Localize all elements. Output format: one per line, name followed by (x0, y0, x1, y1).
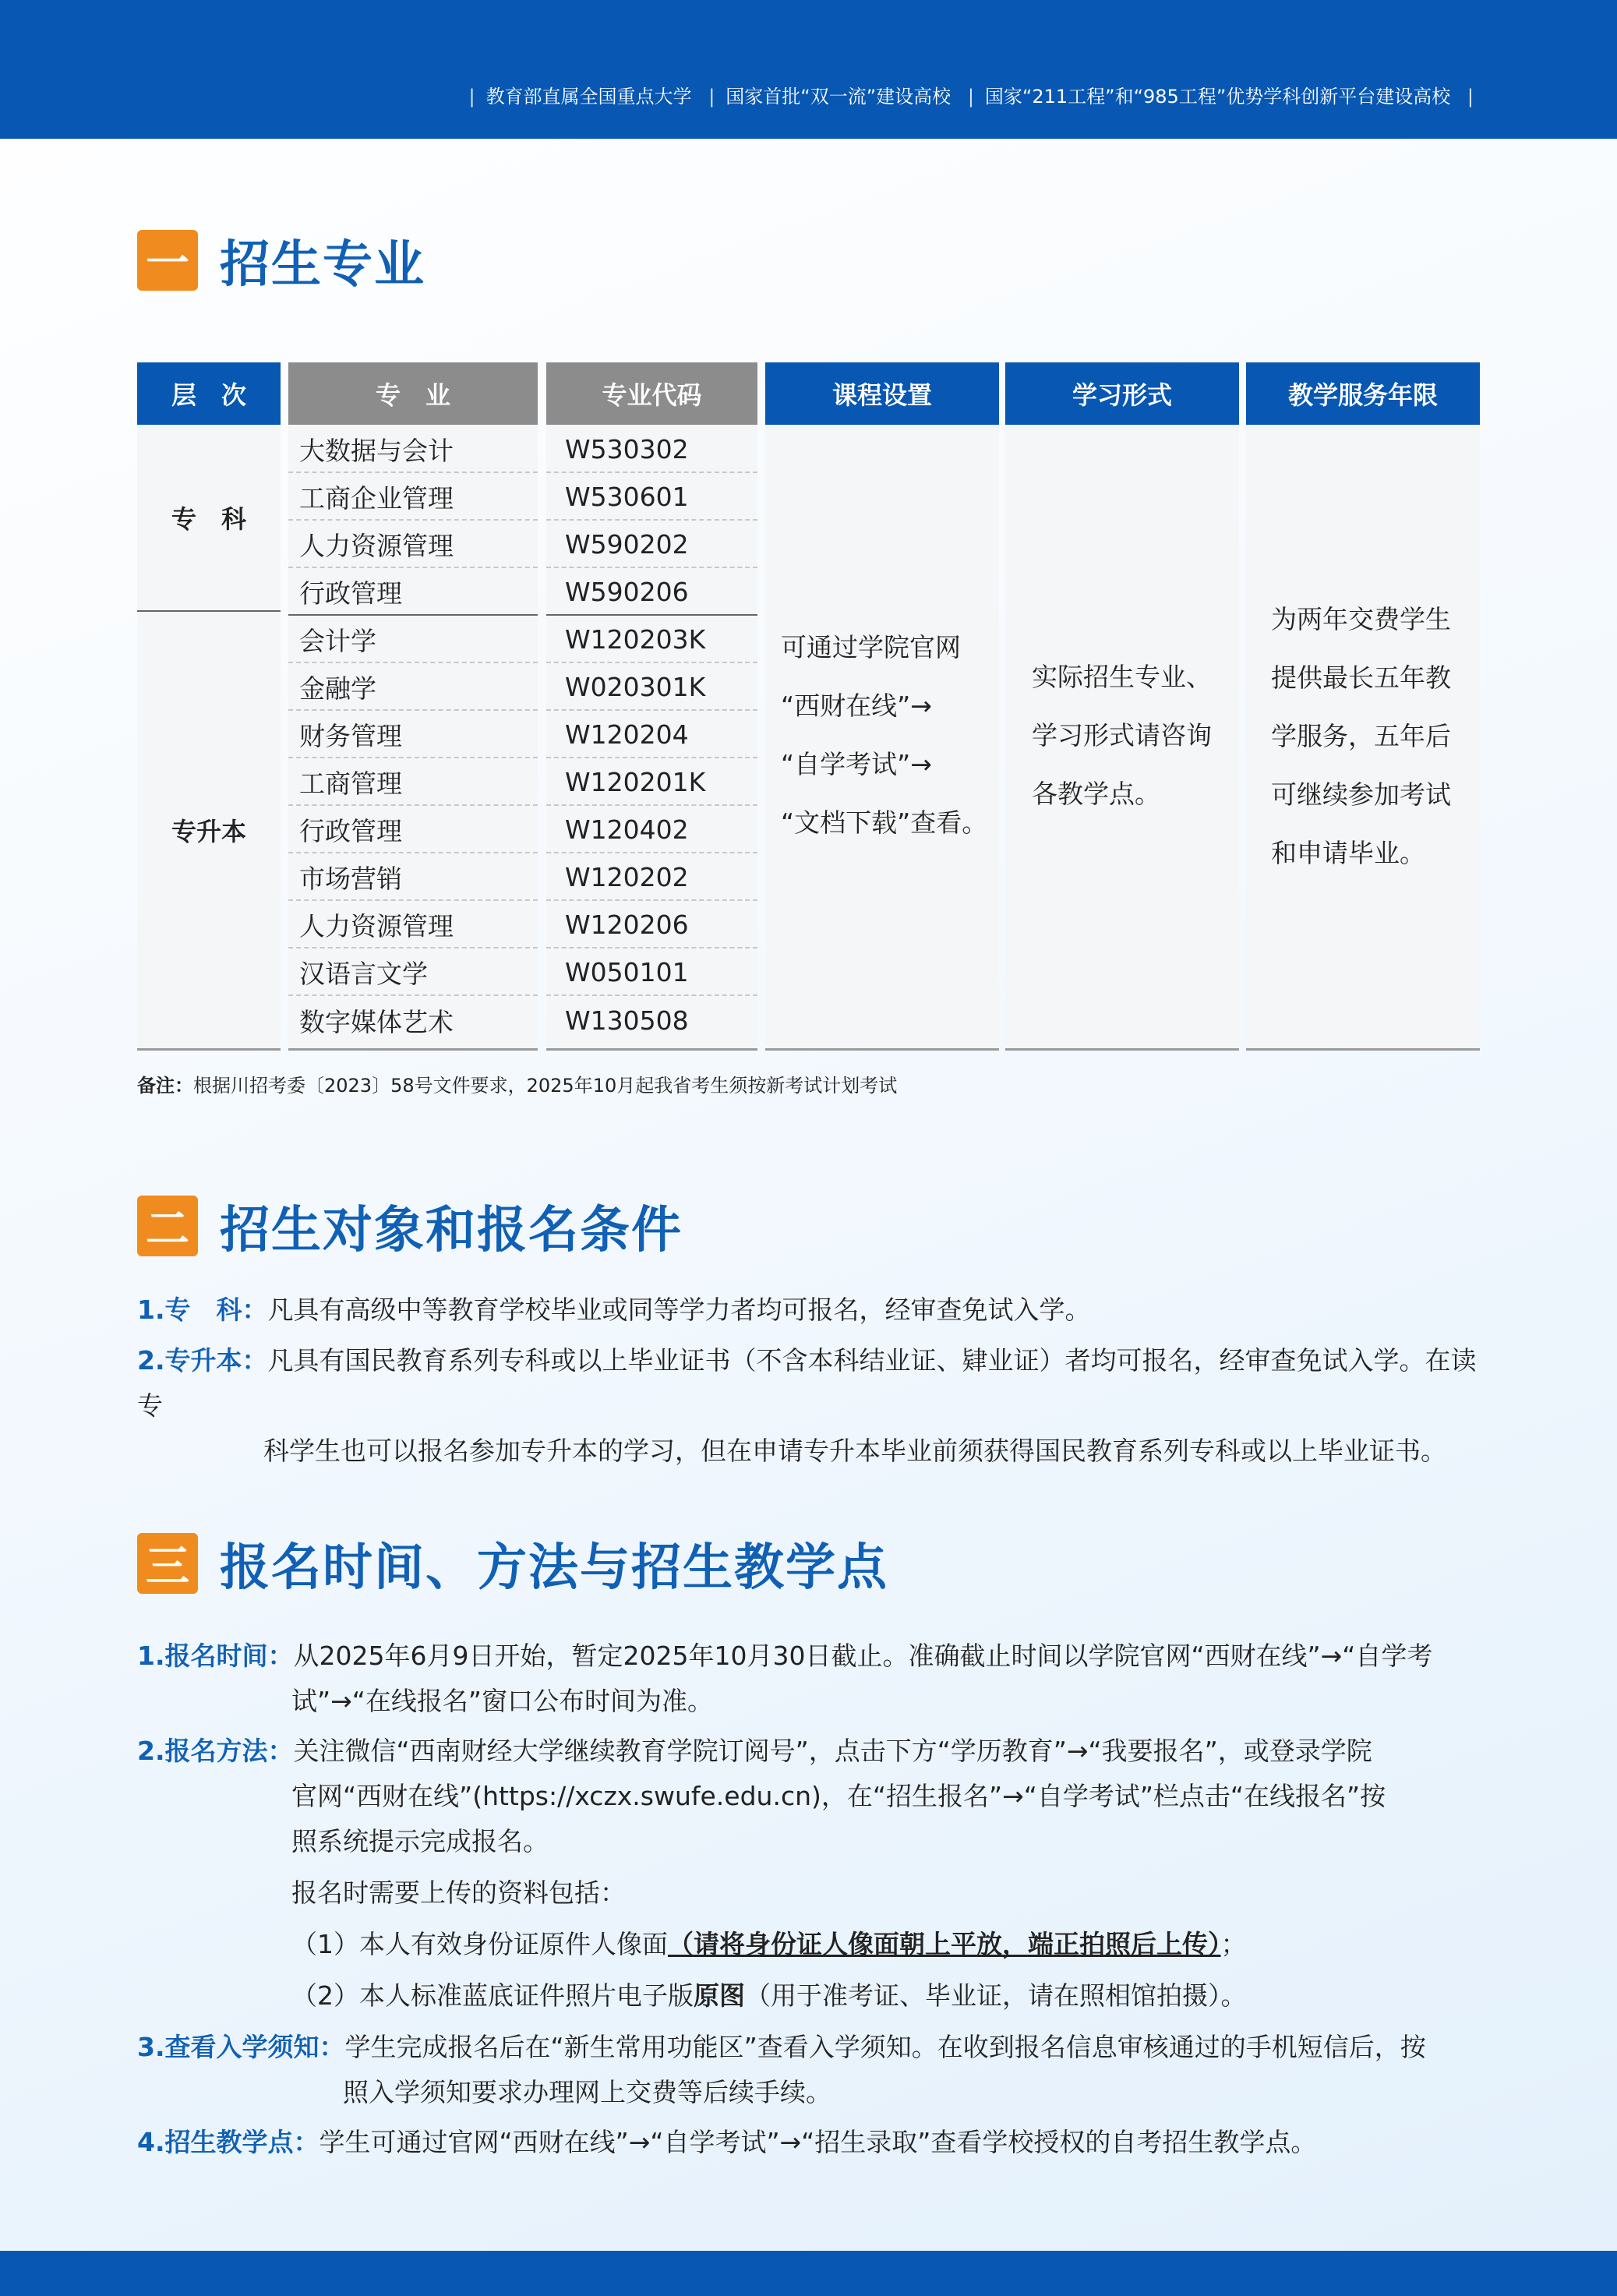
table-row-major: 汉语言文学 (288, 949, 538, 996)
upload-item-emphasis: （请将身份证人像面朝上平放，端正拍照后上传） (668, 1929, 1221, 1959)
upload-item-emphasis: 原图 (694, 1980, 745, 2011)
course-note-line: “文档下载”查看。 (781, 807, 988, 838)
item-text: 从2025年6月9日开始，暂定2025年10月30日截止。准确截止时间以学院官网“西财在线”→“自学考 (293, 1641, 1433, 1671)
condition-text: 凡具有高级中等教育学校毕业或同等学力者均可报名，经审查免试入学。 (267, 1295, 1091, 1325)
course-note (781, 618, 1007, 852)
tagline-item: 国家“211工程”和“985工程”优势学科创新平台建设高校 (984, 86, 1451, 108)
table-row-code: W530302 (546, 426, 757, 473)
upload-item-text: ； (1220, 1929, 1247, 1959)
table-row-major: 大数据与会计 (288, 426, 538, 473)
table-row-code: W120402 (546, 807, 757, 853)
item-text: 关注微信“西南财经大学继续教育学院订阅号”，点击下方“学历教育”→“我要报名”，或登录学院 (293, 1736, 1372, 1766)
item-label: 3.查看入学须知： (137, 2032, 345, 2062)
tagline-item: 教育部直属全国重点大学 (485, 86, 692, 108)
condition-label: 2.专升本： (137, 1345, 268, 1376)
table-row-code: W590206 (546, 569, 757, 616)
condition-text: 凡具有国民教育系列专科或以上毕业证书（不含本科结业证、肄业证）者均可报名，经审查免试入学。在读专 (137, 1345, 1477, 1421)
header-tagline: | 教育部直属全国重点大学 | 国家首批“双一流”建设高校 | 国家“211工程”和“985工程”优势学科创新平台建设高校 | (468, 86, 1474, 108)
condition-label: 1.专 科： (137, 1295, 268, 1325)
study-note-line: 各教学点。 (1032, 779, 1160, 809)
service-note-line: 学服务，五年后 (1271, 721, 1451, 751)
table-row-major: 行政管理 (288, 569, 538, 616)
table-row-code: W120202 (546, 854, 757, 901)
upload-item-2 (137, 1973, 1481, 2019)
section-1-heading (137, 229, 425, 294)
service-note-line: 为两年交费学生 (1271, 604, 1451, 634)
table-row-major: 工商企业管理 (288, 474, 538, 521)
service-note (1271, 590, 1474, 882)
enroll-points (137, 2120, 1481, 2165)
table-row-code: W120203K (546, 616, 757, 663)
section-number: 一 (137, 230, 198, 291)
condition-zhuanke (137, 1288, 1481, 1333)
top-banner (0, 0, 1617, 139)
table-row-code: W590202 (546, 521, 757, 568)
section-2-heading (137, 1195, 683, 1257)
section-title: 招生对象和报名条件 (220, 1201, 683, 1259)
remark-text: 根据川招考委〔2023〕58号文件要求，2025年10月起我省考生须按新考试计划考试 (193, 1075, 898, 1097)
table-row-major: 人力资源管理 (288, 902, 538, 948)
section-number: 二 (137, 1196, 198, 1256)
table-row-code: W120204 (546, 712, 757, 758)
tagline-item: 国家首批“双一流”建设高校 (726, 86, 951, 108)
header-course: 课程设置 (765, 362, 999, 425)
service-note-line: 和申请毕业。 (1271, 838, 1425, 868)
table-row-major: 市场营销 (288, 854, 538, 901)
header-service-years: 教学服务年限 (1246, 362, 1480, 425)
remark-label: 备注： (137, 1075, 193, 1097)
level-zhuanshengben: 专升本 (137, 613, 281, 1047)
table-row-major: 工商管理 (288, 759, 538, 806)
section-title: 招生专业 (220, 235, 425, 294)
table-row-code: W050101 (546, 949, 757, 996)
header-level: 层 次 (137, 362, 281, 425)
enroll-notice (137, 2025, 1481, 2115)
condition-text: 科学生也可以报名参加专升本的学习，但在申请专升本毕业前须获得国民教育系列专科或以上毕业证书。 (263, 1436, 1446, 1466)
item-label: 4.招生教学点： (137, 2127, 320, 2157)
header-major: 专 业 (288, 362, 538, 425)
upload-item-1 (137, 1922, 1481, 1967)
item-text: 学生可通过官网“西财在线”→“自学考试”→“招生录取”查看学校授权的自考招生教学点。 (319, 2127, 1317, 2157)
service-note-line: 可继续参加考试 (1271, 779, 1451, 810)
table-row-major: 会计学 (288, 616, 538, 663)
bottom-banner (0, 2251, 1617, 2296)
item-label: 1.报名时间： (137, 1641, 294, 1671)
header-code: 专业代码 (546, 362, 757, 425)
table-row-code: W530601 (546, 474, 757, 521)
item-text: 照系统提示完成报名。 (291, 1826, 549, 1856)
header-study-form: 学习形式 (1005, 362, 1239, 425)
study-note-line: 实际招生专业、 (1032, 662, 1212, 692)
course-note-line: “自学考试”→ (781, 749, 932, 779)
upload-item-text: （1）本人有效身份证原件人像面 (291, 1929, 668, 1959)
table-remark (137, 1070, 897, 1097)
table-row-code: W020301K (546, 664, 757, 711)
table-row-major: 财务管理 (288, 712, 538, 758)
section-title: 报名时间、方法与招生教学点 (220, 1538, 888, 1597)
item-text: 照入学须知要求办理网上交费等后续手续。 (343, 2077, 831, 2107)
table-row-major: 金融学 (288, 664, 538, 711)
service-note-line: 提供最长五年教 (1271, 662, 1451, 693)
item-text: 学生完成报名后在“新生常用功能区”查看入学须知。在收到报名信息审核通过的手机短信后，按 (344, 2032, 1426, 2062)
table-row-code: W120206 (546, 902, 757, 948)
condition-zhuanshengben (137, 1338, 1481, 1474)
table-row-major: 人力资源管理 (288, 521, 538, 568)
upload-intro: 报名时需要上传的资料包括： (291, 1877, 626, 1908)
majors-table (137, 362, 1481, 1050)
study-note (1032, 648, 1234, 823)
upload-item-text: （用于准考证、毕业证，请在照相馆拍摄）。 (745, 1980, 1247, 2011)
level-zhuanke: 专 科 (137, 425, 281, 612)
table-row-major: 数字媒体艺术 (299, 1006, 454, 1037)
item-label: 2.报名方法： (137, 1736, 294, 1766)
table-row-major: 行政管理 (288, 807, 538, 853)
upload-item-text: （2）本人标准蓝底证件照片电子版 (291, 1980, 694, 2011)
study-note-line: 学习形式请咨询 (1032, 720, 1212, 751)
enroll-method (137, 1729, 1481, 2019)
table-row-code: W130508 (565, 1005, 689, 1036)
section-3-heading (137, 1532, 888, 1595)
section-number: 三 (137, 1533, 198, 1594)
item-text: 官网“西财在线”(https://xczx.swufe.edu.cn)，在“招生报名”→“自学考试”栏点击“在线报名”按 (291, 1781, 1386, 1811)
enroll-time (137, 1634, 1481, 1724)
table-row-code: W120201K (546, 759, 757, 806)
course-note-line: 可通过学院官网 (781, 632, 961, 662)
item-text: 试”→“在线报名”窗口公布时间为准。 (291, 1686, 713, 1716)
course-note-line: “西财在线”→ (781, 691, 932, 721)
